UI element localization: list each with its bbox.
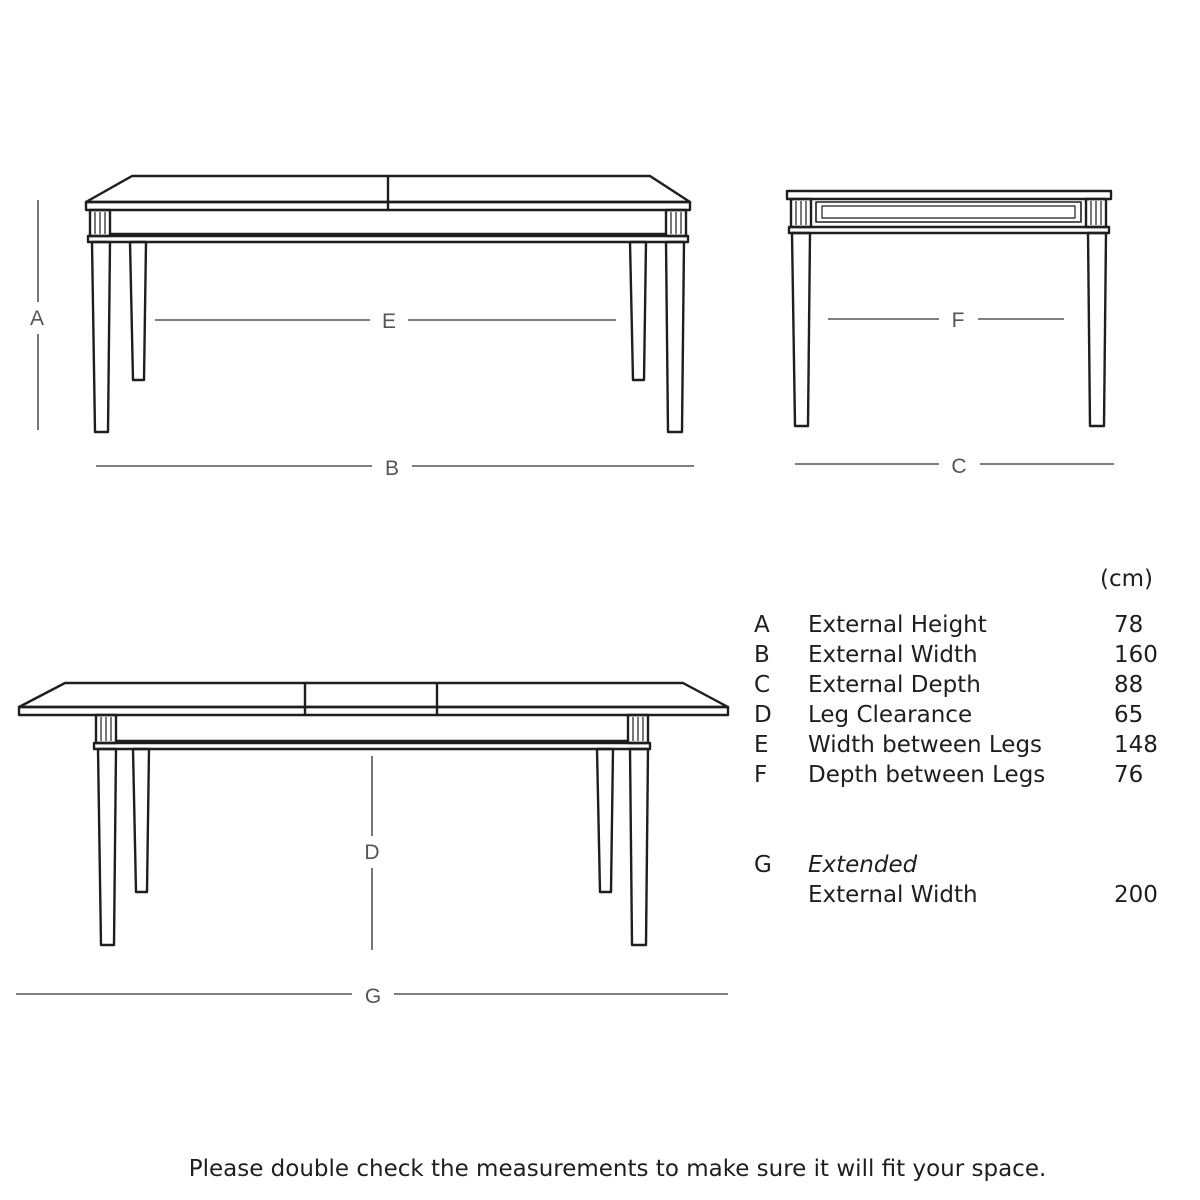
spec-value: 200	[1114, 882, 1158, 908]
dim-label-d: D	[364, 841, 380, 864]
spec-code: C	[754, 672, 771, 698]
table-side-view	[787, 191, 1111, 426]
spec-row-g-detail	[752, 882, 1172, 912]
spec-row-d	[752, 702, 1172, 732]
spec-value: 148	[1114, 732, 1158, 758]
spec-code: G	[754, 852, 772, 878]
spec-name: External Height	[808, 612, 987, 638]
spec-row-a	[752, 612, 1172, 642]
spec-name: External Depth	[808, 672, 981, 698]
spec-code: A	[754, 612, 770, 638]
spec-code: B	[754, 642, 770, 668]
unit-label: (cm)	[1100, 566, 1153, 592]
spec-value: 65	[1114, 702, 1144, 728]
spec-value: 160	[1114, 642, 1158, 668]
dim-label-b: B	[384, 457, 400, 480]
spec-row-g	[752, 852, 1172, 882]
spec-value: 78	[1114, 612, 1144, 638]
spec-name: Width between Legs	[808, 732, 1043, 758]
spec-code: F	[754, 762, 768, 788]
dim-label-e: E	[381, 310, 397, 333]
spec-value: 88	[1114, 672, 1144, 698]
table-extended-view	[19, 683, 728, 945]
spec-name: External Width	[808, 882, 978, 908]
dim-label-c: C	[951, 455, 967, 478]
spec-name: Depth between Legs	[808, 762, 1046, 788]
spec-row-b	[752, 642, 1172, 672]
table-front-view	[86, 176, 690, 432]
spec-row-e	[752, 732, 1172, 762]
dim-label-f: F	[951, 309, 965, 332]
spec-code: E	[754, 732, 769, 758]
dim-label-a: A	[29, 307, 45, 330]
dim-label-g: G	[364, 985, 382, 1008]
spec-row-f	[752, 762, 1172, 792]
footer-note: Please double check the measurements to make sure it will fit your space.	[188, 1156, 1047, 1182]
spec-name: External Width	[808, 642, 978, 668]
spec-row-c	[752, 672, 1172, 702]
spec-code: D	[754, 702, 772, 728]
spec-value: 76	[1114, 762, 1144, 788]
spec-qualifier: Extended	[808, 852, 918, 878]
spec-name: Leg Clearance	[808, 702, 973, 728]
